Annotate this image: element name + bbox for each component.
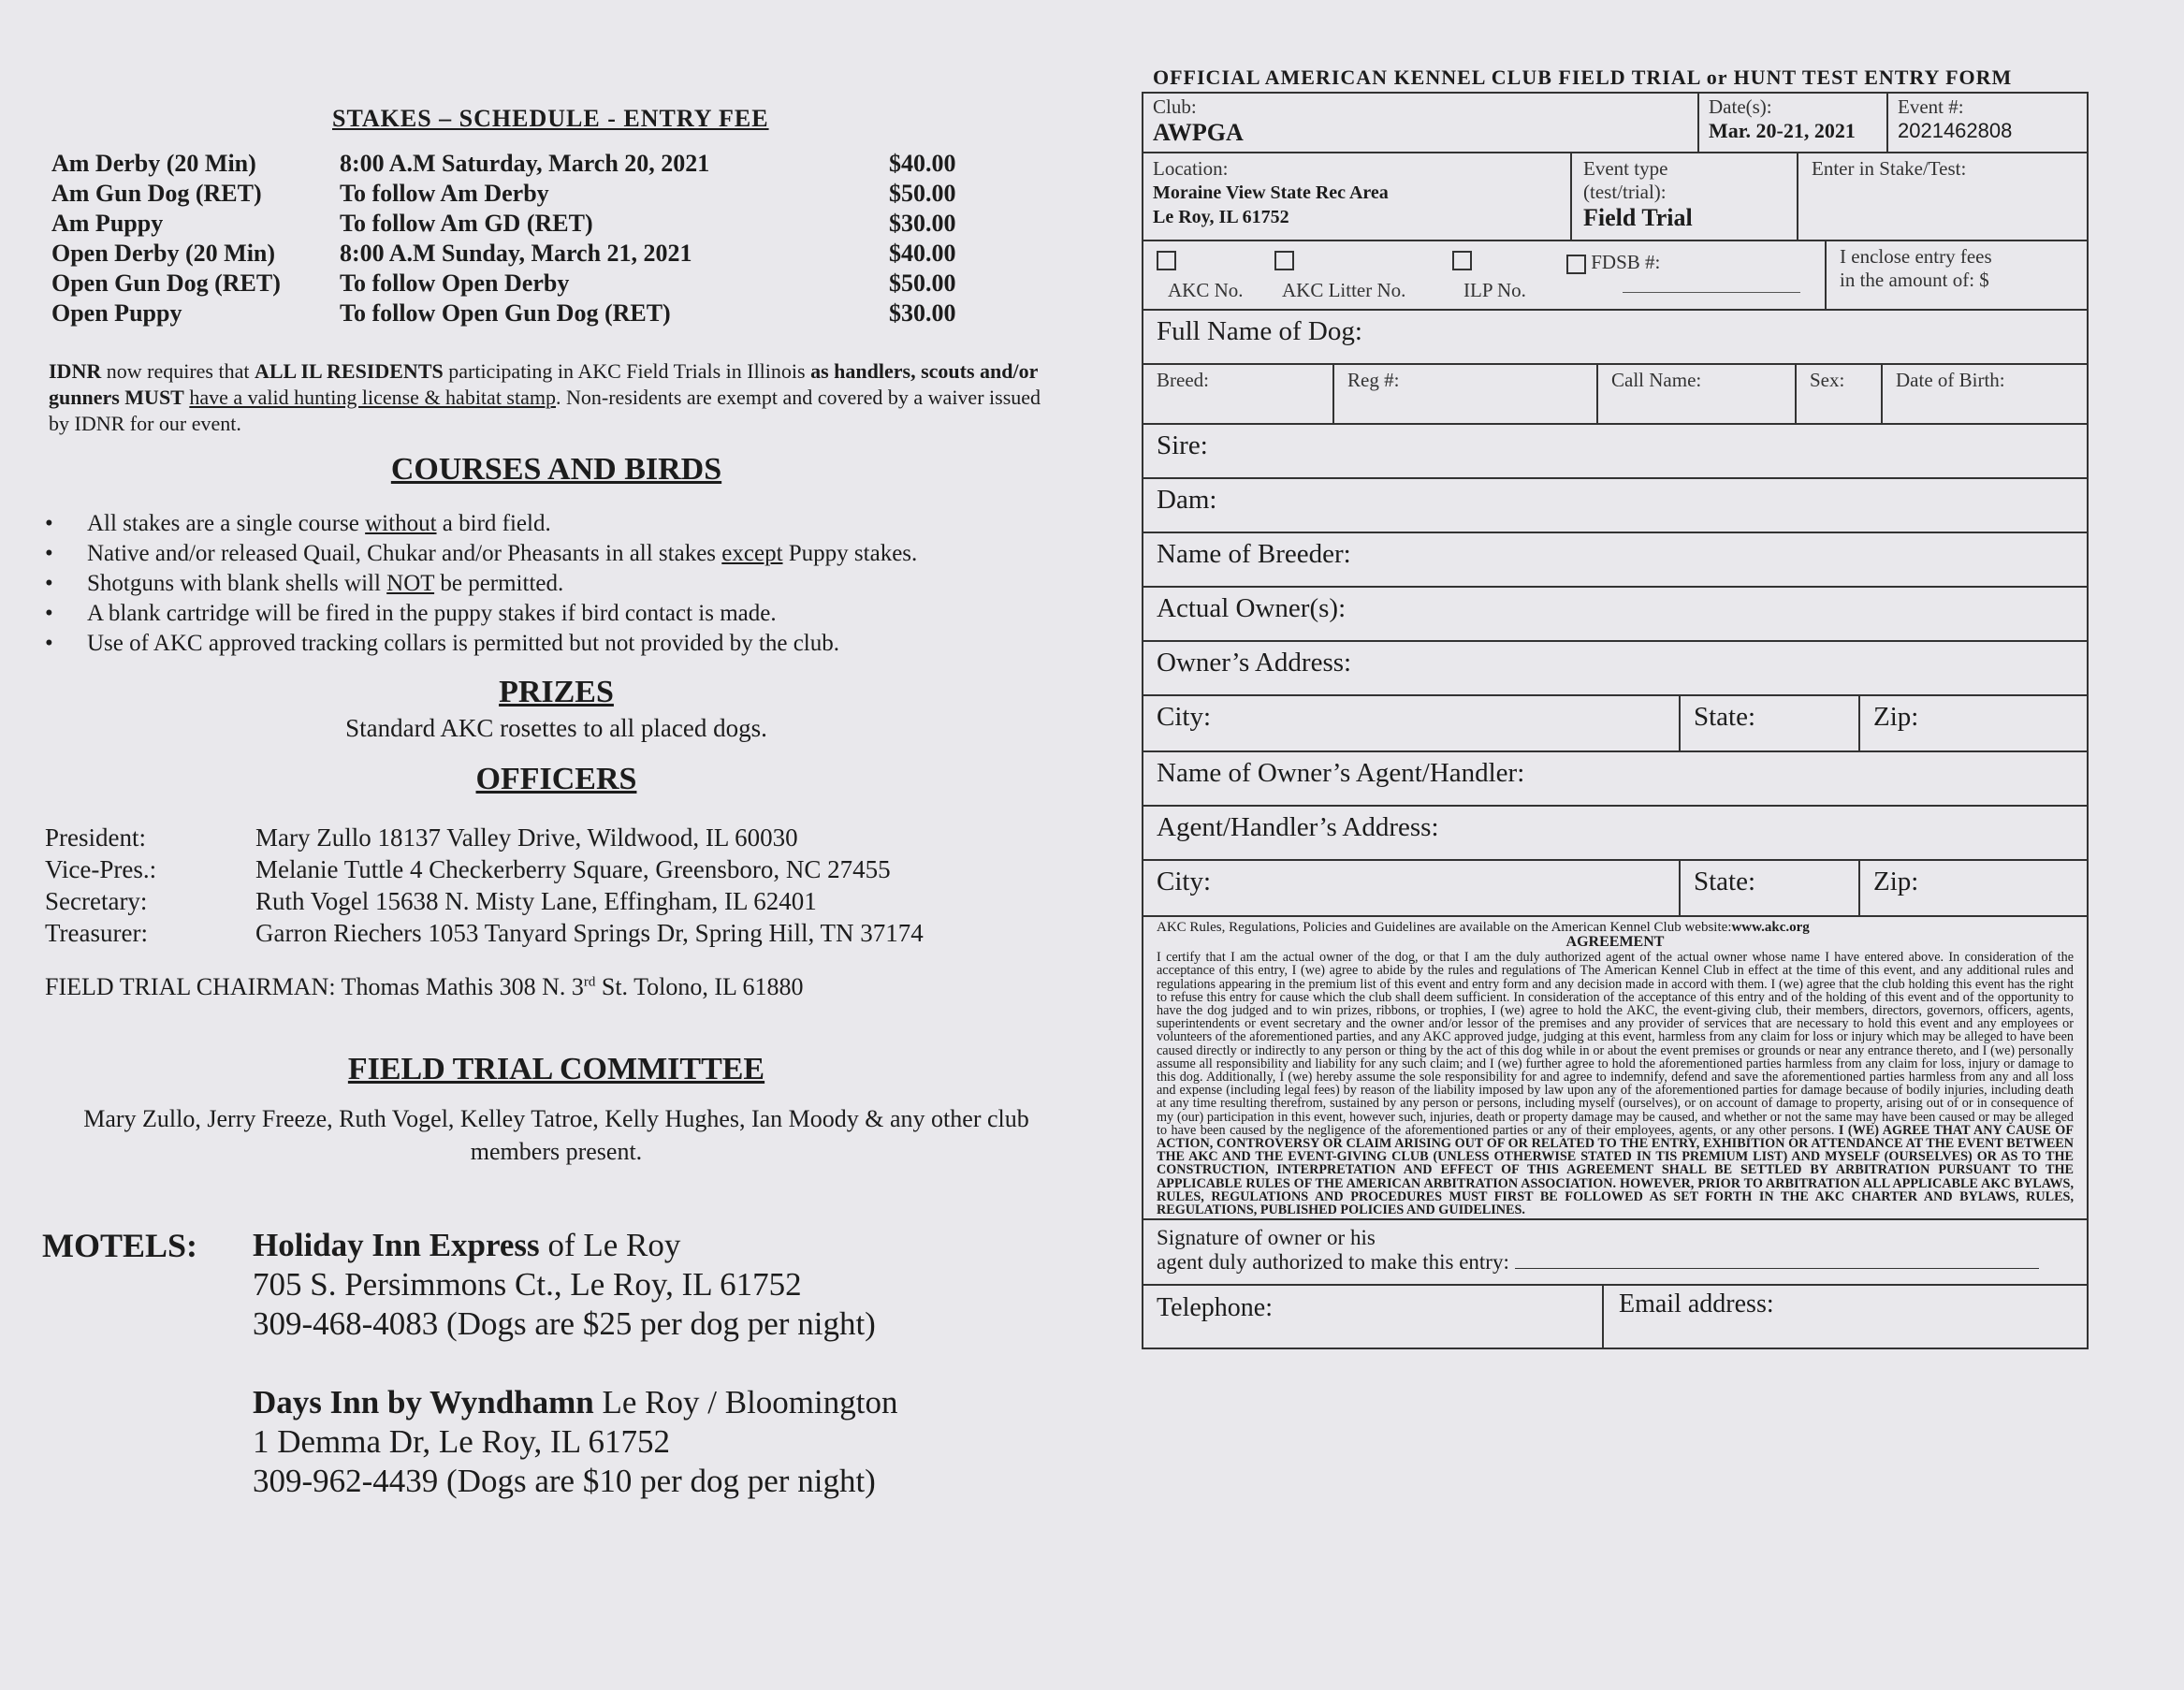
stake-fee: $40.00 (889, 150, 956, 177)
list-item: • All stakes are a single course without a bird field. (45, 509, 1084, 539)
courses-title: COURSES AND BIRDS (390, 452, 722, 487)
agent-name-field[interactable]: Name of Owner’s Agent/Handler: (1143, 752, 2087, 807)
motel-address: 705 S. Persimmons Ct., Le Roy, IL 61752 (253, 1266, 802, 1303)
form-title: OFFICIAL AMERICAN KENNEL CLUB FIELD TRIAL or HUNT TEST ENTRY FORM (1153, 66, 2013, 89)
fdsb-checkbox[interactable]: FDSB #: (1566, 251, 1660, 274)
idnr-abbr: IDNR (49, 359, 102, 383)
event-number-field[interactable]: Event #: 2021462808 (1886, 94, 2104, 152)
idnr-license-requirement: have a valid hunting license & habitat stamp (189, 386, 556, 409)
courses-list (45, 509, 1084, 659)
motel-days-inn: Days Inn by Wyndhamn Le Roy / Bloomington 1 Demma Dr, Le Roy, IL 61752 309-962-4439 (Dogs are $10 per dog per night) (253, 1384, 898, 1499)
stake-time: To follow Am Derby (340, 180, 549, 207)
stake-time: To follow Open Derby (340, 270, 570, 297)
stake-fee: $30.00 (889, 210, 956, 237)
sire-field[interactable]: Sire: (1143, 425, 2087, 479)
ilp-no-label: ILP No. (1463, 279, 1526, 301)
officer-role: President: (45, 823, 146, 852)
owner-zip-field[interactable]: Zip: (1858, 696, 2111, 750)
stake-name: Am Puppy (51, 210, 164, 237)
officer-info: Garron Riechers 1053 Tanyard Springs Dr, Spring Hill, TN 37174 (255, 919, 924, 947)
email-field[interactable]: Email address: (1602, 1286, 2115, 1348)
stake-name: Am Derby (20 Min) (51, 150, 256, 177)
breed-field[interactable]: Breed: (1157, 369, 1209, 391)
rules-note: AKC Rules, Regulations, Policies and Guidelines are available on the American Kennel Club website:www.akc.org (1157, 920, 1810, 935)
motel-name: Days Inn by Wyndhamn (253, 1384, 594, 1420)
stake-fee: $30.00 (889, 299, 956, 327)
field-trial-chairman: FIELD TRIAL CHAIRMAN: Thomas Mathis 308 N. 3rd St. Tolono, IL 61880 (45, 973, 804, 1000)
agreement-text: I certify that I am the actual owner of the dog, or that I am the duly authorized agent of the actual owner whose name I have entered above. In consideration of the acceptance of this entry, I (we) agree to abide by the rules and regulations of The American Kennel Club in effect at the time of this event, and any additional rules and regulations appearing in the premium list of this event and entry form and any decision made in accord with them. I (we) agree that the club holding this event has the right to refuse this entry for cause which the club shall deem sufficient. In consideration of the acceptance of this entry and of the holding of this event and of the opportunity to have the dog judged and to win prizes, ribbons, or trophies, I (we) agree to hold the AKC, the event-giving club, their members, directors, governors, officers, agents, superintendents or event secretary and the owner and/or lessor of the premises and any provider of services that are necessary to hold this event and any employees or volunteers of the aforementioned parties, and any AKC approved judge, judging at this event, harmless from any claim for loss or injury which may be alleged to have been caused directly or indirectly to any person or thing by the act of this dog while in or about the event premises or grounds or near any entrance thereto, and I (we) personally assume all responsibility and liability for any such claim; and I (we) further agree to hold the aforementioned parties harmless from any claim for loss, injury or damage to this dog. Additionally, I (we) hereby assume the sole responsibility for and agree to indemnify, defend and save the aforementioned parties harmless from any and all loss and expense (including legal fees) by reason of the liability imposed by law upon any of the aforementioned parties for damage because of bodily injuries, including death at any time resulting therefrom, sustained by any person or persons, including myself (ourselves), or on account of damage to property, arising out of or in consequence of my (our) participation in this event, however such, injuries, death or property damage may be caused, and whether or not the same may have been caused or may be alleged to have been caused by the negligence of the aforementioned parties or any of their employees, agents, or any other persons. I (WE) AGREE THAT ANY CAUSE OF ACTION, CONTROVERSY OR CLAIM ARISING OUT OF OR RELATED TO THE ENTRY, EXHIBITION OR ATTENDANCE AT THE EVENT BETWEEN THE AKC AND THE EVENT-GIVING CLUB (UNLESS OTHERWISE STATED IN TIS PREMIUM LIST) AND MYSELF (OURSELVES) OR AS TO THE CONSTRUCTION, INTERPRETATION AND EFFECT OF THIS AGREEMENT SHALL BE SETTLED BY ARBITRATION PURSUANT TO THE APPLICABLE RULES OF THE AMERICAN ARBITRATION ASSOCIATION. HOWEVER, PRIOR TO ARBITRATION ALL APPLICABLE AKC BYLAWS, RULES, REGULATIONS AND PROCEDURES MUST FIRST BE FOLLOWED AS SET FORTH IN THE AKC CHARTER AND BYLAWS, RULES, REGULATIONS, PUBLISHED POLICIES AND GUIDELINES. (1157, 950, 2074, 1218)
stake-name: Open Derby (20 Min) (51, 240, 276, 267)
akc-website-link[interactable]: www.akc.org (1731, 920, 1810, 935)
stake-name: Open Puppy (51, 299, 182, 327)
officer-role: Treasurer: (45, 919, 148, 947)
list-item: • Use of AKC approved tracking collars is permitted but not provided by the club. (45, 629, 1084, 659)
stake-name: Am Gun Dog (RET) (51, 180, 262, 207)
ilp-no-checkbox[interactable] (1452, 251, 1472, 270)
breeder-field[interactable]: Name of Breeder: (1143, 533, 2087, 588)
owner-city-row (1143, 696, 2087, 752)
entry-form (1142, 92, 2089, 1349)
form-header-row (1143, 94, 2087, 153)
agent-state-field[interactable]: State: (1679, 861, 1885, 915)
officer-info: Mary Zullo 18137 Valley Drive, Wildwood, IL 60030 (255, 823, 798, 852)
list-item: • Native and/or released Quail, Chukar and/or Pheasants in all stakes except Puppy stakes. (45, 539, 1084, 569)
dam-field[interactable]: Dam: (1143, 479, 2087, 533)
owner-city-field[interactable]: City: (1157, 702, 1212, 732)
location-field[interactable]: Location: Moraine View State Rec Area Le Roy, IL 61752 (1153, 157, 1389, 227)
committee-text: Mary Zullo, Jerry Freeze, Ruth Vogel, Kelley Tatroe, Kelly Hughes, Ian Moody & any other club members present. (83, 1105, 1029, 1165)
motel-address: 1 Demma Dr, Le Roy, IL 61752 (253, 1423, 671, 1460)
idnr-text: . Non-residents are exempt and covered by a waiver issued by IDNR for our event. (49, 386, 1041, 435)
dog-name-field[interactable]: Full Name of Dog: (1143, 311, 2087, 365)
motel-phone: 309-468-4083 (Dogs are $25 per dog per night) (253, 1305, 876, 1342)
stake-time: To follow Open Gun Dog (RET) (340, 299, 671, 327)
motels-label: MOTELS: (42, 1227, 198, 1264)
sex-field[interactable]: Sex: (1795, 365, 1907, 423)
motel-phone: 309-962-4439 (Dogs are $10 per dog per night) (253, 1463, 876, 1499)
idnr-emphasis: as handlers, scouts and/or gunners MUST (49, 359, 1038, 409)
stake-fee: $40.00 (889, 240, 956, 267)
stake-fee: $50.00 (889, 270, 956, 297)
agent-address-field[interactable]: Agent/Handler’s Address: (1143, 807, 2087, 861)
owners-field[interactable]: Actual Owner(s): (1143, 588, 2087, 642)
akc-litter-checkbox[interactable] (1274, 251, 1294, 270)
list-item: • A blank cartridge will be fired in the puppy stakes if bird contact is made. (45, 599, 1084, 629)
owner-state-field[interactable]: State: (1679, 696, 1885, 750)
stake-time: 8:00 A.M Saturday, March 20, 2021 (340, 150, 710, 177)
akc-litter-label: AKC Litter No. (1282, 279, 1406, 301)
idnr-text: participating in AKC Field Trials in Illinois (443, 359, 811, 383)
stakes-title: STAKES – SCHEDULE - ENTRY FEE (332, 105, 769, 132)
officer-info: Ruth Vogel 15638 N. Misty Lane, Effingham, IL 62401 (255, 887, 817, 915)
entry-fee-field[interactable]: I enclose entry fees in the amount of: $ (1825, 241, 2111, 309)
agent-zip-field[interactable]: Zip: (1858, 861, 2111, 915)
officer-role: Vice-Pres.: (45, 855, 157, 883)
agreement-title: AGREEMENT (1565, 934, 1665, 951)
idnr-notice (49, 358, 1064, 437)
event-type-field[interactable]: Event type (test/trial): Field Trial (1570, 153, 1819, 240)
club-field[interactable]: Club: AWPGA (1153, 95, 1244, 146)
agent-city-row (1143, 861, 2087, 917)
list-item: • Shotguns with blank shells will NOT be permitted. (45, 569, 1084, 599)
stake-time: 8:00 A.M Sunday, March 21, 2021 (340, 240, 692, 267)
motel-holiday-inn: Holiday Inn Express of Le Roy 705 S. Persimmons Ct., Le Roy, IL 61752 309-468-4083 (Dogs are $25 per dog per night) (253, 1227, 876, 1342)
form-breed-row (1143, 365, 2087, 425)
prizes-text: Standard AKC rosettes to all placed dogs. (345, 714, 767, 742)
owner-address-field[interactable]: Owner’s Address: (1143, 642, 2087, 696)
contact-row (1143, 1286, 2087, 1348)
idnr-emphasis: ALL IL RESIDENTS (254, 359, 444, 383)
dates-field[interactable]: Date(s): Mar. 20-21, 2021 (1697, 94, 1905, 152)
reg-number-field[interactable]: Reg #: (1332, 365, 1604, 423)
idnr-text: now requires that (101, 359, 255, 383)
stake-time: To follow Am GD (RET) (340, 210, 593, 237)
officer-info: Melanie Tuttle 4 Checkerberry Square, Greensboro, NC 27455 (255, 855, 891, 883)
telephone-field[interactable]: Telephone: (1157, 1293, 1273, 1323)
akc-no-checkbox[interactable] (1157, 251, 1176, 270)
call-name-field[interactable]: Call Name: (1596, 365, 1821, 423)
officer-role: Secretary: (45, 887, 148, 915)
stake-field[interactable]: Enter in Stake/Test: (1797, 153, 2111, 240)
committee-title: FIELD TRIAL COMMITTEE (347, 1052, 765, 1086)
signature-field[interactable]: Signature of owner or his agent duly authorized to make this entry: (1143, 1220, 2087, 1286)
agent-city-field[interactable]: City: (1157, 867, 1212, 896)
date-of-birth-field[interactable]: Date of Birth: (1881, 365, 2111, 423)
motel-name: Holiday Inn Express (253, 1227, 540, 1263)
fdsb-line (1623, 292, 1800, 293)
prizes-title: PRIZES (499, 675, 614, 709)
form-registration-row (1143, 241, 2087, 311)
stake-fee: $50.00 (889, 180, 956, 207)
agreement-section (1143, 917, 2087, 1220)
stake-name: Open Gun Dog (RET) (51, 270, 281, 297)
officers-title: OFFICERS (475, 762, 637, 796)
akc-no-label: AKC No. (1168, 279, 1244, 301)
form-location-row (1143, 153, 2087, 241)
